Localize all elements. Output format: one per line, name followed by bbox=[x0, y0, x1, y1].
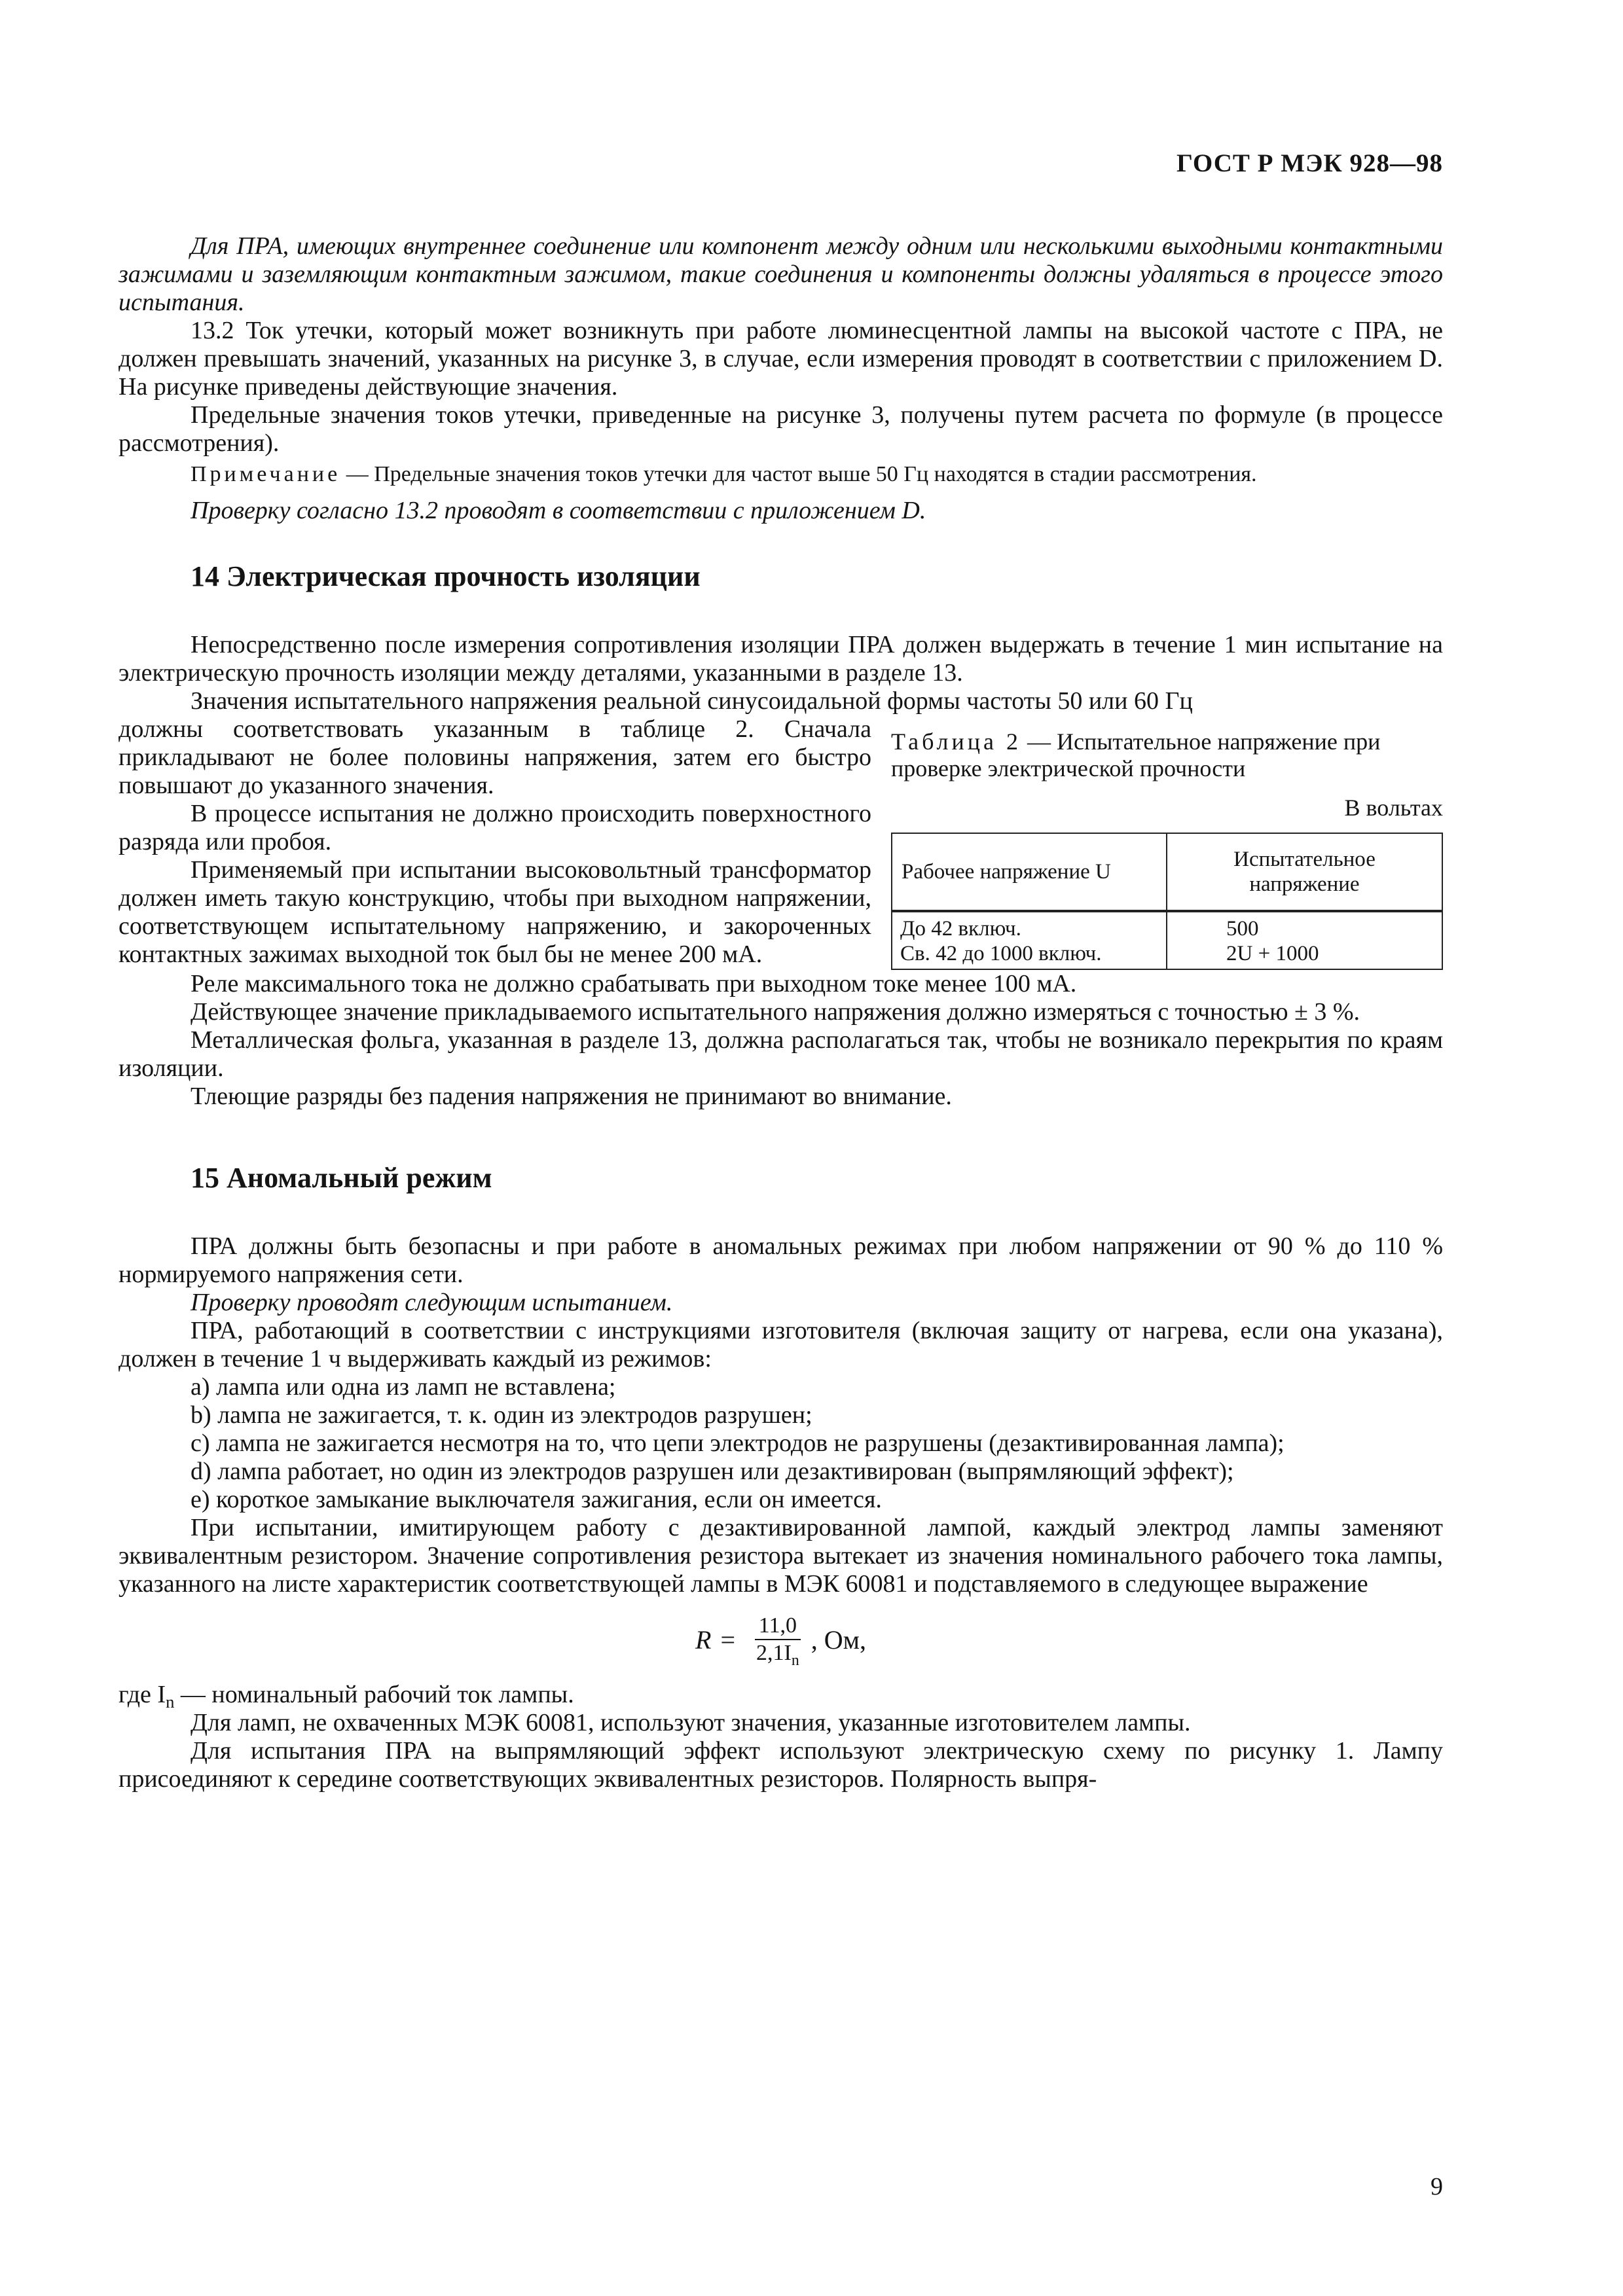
where-sub: n bbox=[166, 1692, 175, 1712]
section-15-paragraph-6: Для испытания ПРА на выпрямляющий эффект используют электрическую схему по рисунку 1. Лампу присоединяют к середине соответствующих эквивалентных резисторов. Полярность выпря- bbox=[119, 1737, 1443, 1793]
section-14-paragraph-7: Металлическая фольга, указанная в разделе 13, должна располагаться так, чтобы не возникало перекрытия по краям изоляции. bbox=[119, 1026, 1443, 1082]
formula-denominator bbox=[752, 1640, 803, 1669]
formula-lhs: R bbox=[695, 1624, 712, 1655]
page-content bbox=[119, 232, 1443, 1793]
resistance-formula bbox=[119, 1613, 1443, 1669]
leakage-limits-paragraph: Предельные значения токов утечки, приведенные на рисунке 3, получены путем расчета по формуле (в процессе рассмотрения). bbox=[119, 401, 1443, 457]
list-item: b) лампа не зажигается, т. к. один из электродов разрушен; bbox=[191, 1401, 812, 1429]
table-cell: 2U + 1000 bbox=[1167, 941, 1442, 969]
list-item: c) лампа не зажигается несмотря на то, что цепи электродов не разрушены (дезактивированная лампа); bbox=[191, 1429, 1285, 1457]
table-2-caption bbox=[891, 728, 1443, 782]
section-14-paragraph-1: Непосредственно после измерения сопротивления изоляции ПРА должен выдержать в течение 1 мин испытание на электрическую прочность изоляции между деталями, указанными в разделе 13. bbox=[119, 631, 1443, 687]
section-14-paragraph-8: Тлеющие разряды без падения напряжения не принимают во внимание. bbox=[191, 1083, 952, 1110]
table-2-header-cell: Испытательное напряжение bbox=[1167, 833, 1442, 911]
table-cell: 500 bbox=[1167, 911, 1442, 941]
section-15-paragraph-4: При испытании, имитирующем работу с дезактивированной лампой, каждый электрод лампы заменяют эквивалентным резистором. Значение сопротивления резистора вытекает из значения номинального рабочего тока лампы, указанного на листе характеристик соответствующей лампы в МЭК 60081 и подставляемого в следующее выражение bbox=[119, 1514, 1443, 1598]
where-paragraph bbox=[119, 1681, 1443, 1712]
formula-denominator-sub: n bbox=[791, 1652, 799, 1669]
formula-fraction bbox=[752, 1613, 803, 1669]
list-item: d) лампа работает, но один из электродов разрушен или дезактивирован (выпрямляющий эффект); bbox=[191, 1458, 1234, 1485]
table-cell: До 42 включ. bbox=[892, 911, 1167, 941]
list-item: a) лампа или одна из ламп не вставлена; bbox=[191, 1373, 616, 1401]
left-column bbox=[119, 715, 871, 969]
table-cell: Св. 42 до 1000 включ. bbox=[892, 941, 1167, 969]
section-14-paragraph-3: В процессе испытания не должно происходить поверхностного разряда или пробоя. bbox=[119, 800, 871, 855]
intro-paragraph: Для ПРА, имеющих внутреннее соединение или компонент между одним или несколькими выходными контактными зажимами и заземляющим контактным зажимом, такие соединения и компоненты должны удаляться в процессе этого испытания. bbox=[119, 232, 1443, 316]
section-15-title: 15 Аномальный режим bbox=[191, 1162, 492, 1194]
section-14-paragraph-2-cont: должны соответствовать указанным в таблице 2. Сначала прикладывают не более половины напряжения, затем его быстро повышают до указанного значения. bbox=[119, 715, 871, 799]
table-2-unit: В вольтах bbox=[1344, 795, 1443, 821]
table-2 bbox=[891, 833, 1443, 970]
table-2-header-row bbox=[892, 833, 1442, 911]
section-15-paragraph-3: ПРА, работающий в соответствии с инструкциями изготовителя (включая защиту от нагрева, если она указана), должен в течение 1 ч выдерживать каждый из режимов: bbox=[119, 1317, 1443, 1372]
note-label: Примечание bbox=[191, 462, 341, 486]
section-14-paragraph-5: Реле максимального тока не должно срабатывать при выходном токе менее 100 мА. bbox=[191, 970, 1077, 997]
text-table-block bbox=[119, 715, 1443, 970]
standard-code-header: ГОСТ Р МЭК 928—98 bbox=[1176, 149, 1443, 177]
section-15-paragraph-2: Проверку проводят следующим испытанием. bbox=[191, 1289, 673, 1316]
section-15-paragraph-5: Для ламп, не охваченных МЭК 60081, используют значения, указанные изготовителем лампы. bbox=[191, 1709, 1191, 1736]
section-14-paragraph-6: Действующее значение прикладываемого испытательного напряжения должно измеряться с точностью ± 3 %. bbox=[191, 998, 1360, 1026]
clause-13-2-paragraph: 13.2 Ток утечки, который может возникнуть при работе люминесцентной лампы на высокой частоте с ПРА, не должен превышать значений, указанных на рисунке 3, в случае, если измерения проводят в соответствии с приложением D. На рисунке приведены действующие значения. bbox=[119, 317, 1443, 401]
section-15-paragraph-1: ПРА должны быть безопасны и при работе в аномальных режимах при любом напряжении от 90 % до 110 % нормируемого напряжения сети. bbox=[119, 1232, 1443, 1288]
where-prefix: где I bbox=[119, 1681, 166, 1708]
section-14-title: 14 Электрическая прочность изоляции bbox=[191, 560, 701, 592]
formula-numerator: 11,0 bbox=[755, 1613, 801, 1640]
table-2-caption-label: Таблица 2 bbox=[891, 728, 1021, 755]
table-row bbox=[892, 941, 1442, 969]
formula-denominator-coef: 2,1I bbox=[756, 1641, 792, 1665]
list-item: e) короткое замыкание выключателя зажигания, если он имеется. bbox=[191, 1486, 882, 1513]
section-14-paragraph-4: Применяемый при испытании высоковольтный трансформатор должен иметь такую конструкцию, чтобы при выходном напряжении, соответствующем испытательному напряжению, и закороченных контактных зажимах выходной ток был бы не менее 200 мА. bbox=[119, 856, 871, 968]
check-13-2-paragraph: Проверку согласно 13.2 проводят в соответствии с приложением D. bbox=[191, 497, 926, 524]
table-2-header-cell: Рабочее напряжение U bbox=[892, 833, 1167, 911]
note-paragraph bbox=[119, 461, 1443, 488]
formula-unit: , Ом, bbox=[811, 1624, 866, 1655]
table-row bbox=[892, 911, 1442, 941]
formula-equals: = bbox=[720, 1624, 736, 1655]
table-2-block bbox=[891, 715, 1443, 970]
note-text: — Предельные значения токов утечки для частот выше 50 Гц находятся в стадии рассмотрения. bbox=[340, 462, 1257, 486]
where-text: — номинальный рабочий ток лампы. bbox=[174, 1681, 574, 1708]
page-number: 9 bbox=[1431, 2173, 1443, 2200]
table-2-caption-text: — Испытательное напряжение при проверке электрической прочности bbox=[891, 728, 1381, 781]
section-14-paragraph-2-start: Значения испытательного напряжения реальной синусоидальной формы частоты 50 или 60 Гц bbox=[191, 687, 1193, 715]
